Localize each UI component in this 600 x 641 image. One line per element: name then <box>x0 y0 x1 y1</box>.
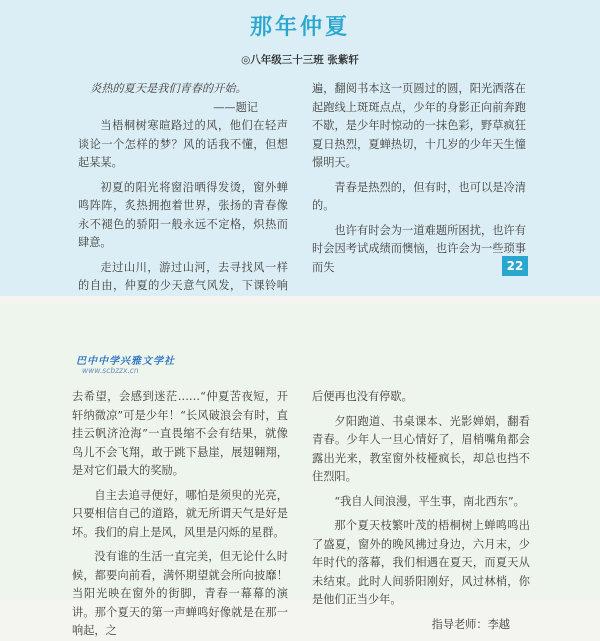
paragraph: 遍，翻阅书本这一页圆过的圆，阳光洒落在起跑线上斑斑点点，少年的身影正向前奔跑不歇，是少年时惊动的一抹色彩，野草疯狂夏日热烈，夏蝉热切，十几岁的少年天生憧憬明天。 <box>312 82 526 169</box>
paragraph: 那个夏天枝繁叶茂的梧桐树上蝉鸣鸣出了盛夏，窗外的晚风拂过身边，六月末，少年时代的落幕，我们相遇在夏天，而夏天从未结束。此时人间骄阳刚好，风过林梢，你是他们正当少年。 <box>312 519 530 606</box>
paragraph: 后便再也没有停歇。 <box>312 390 413 403</box>
epigraph-source: ——题记 <box>213 100 258 114</box>
paragraph: 去希望，会感到迷茫……“仲夏苦夜短，开轩纳微凉”可是少年！“长风破浪会有时，直挂云帆济沧海”一直畏缩不会有结果，就像鸟儿不会飞翔，敢于跳下悬崖，展翅翱翔，是对它们最大的奖励。 <box>72 390 288 477</box>
author-byline: ◎八年级三十三班 张紫轩 <box>241 54 359 66</box>
page-divider <box>0 296 600 304</box>
paragraph: 当梧桐树寒暄路过的风，他们在轻声谈论一个怎样的梦？风的话我不懂，但想起某某。 <box>78 119 288 169</box>
article-title: 那年仲夏 <box>249 15 350 40</box>
advisor-signature: 指导老师：李越 <box>431 617 510 631</box>
bottom-page <box>0 304 600 637</box>
paragraph: 青春是热烈的，但有时，也可以是冷清的。 <box>312 180 526 212</box>
top-left-column <box>78 80 288 314</box>
page-number: 22 <box>502 256 528 276</box>
site-url: www.scbzzx.cn <box>82 366 139 375</box>
top-page <box>0 0 600 296</box>
paragraph: 也许有时会为一道难题所困扰，也许有时会因考试成绩而懊恼，也许会为一些琐事而失 <box>312 223 526 274</box>
epigraph: 炎热的夏天是我们青春的开始。 <box>90 82 247 95</box>
paragraph: 没有谁的生活一直完美，但无论什么时候，都要向前看，满怀期望就会所向披靡！当阳光映在窗外的街脚，青春一幕幕的演讲。那个夏天的第一声蝉鸣好像就是在那一响起，之 <box>72 550 288 637</box>
site-name: 巴中中学兴雅文学社 <box>76 356 175 367</box>
paragraph: 初夏的阳光将窗沿晒得发烫，窗外蝉鸣阵阵，炙热拥抱着世界，张扬的青春像永不褪色的骄阳一般永远不定格，炽热而肆意。 <box>78 180 288 249</box>
paragraph: 走过山川，游过山河，去寻找风一样的自由，仲夏的少天意气风发，下课铃响 <box>78 260 288 292</box>
paragraph: “我自人间浪漫，平生事，南北西东”。 <box>334 494 525 508</box>
paragraph: 夕阳跑道、书桌课本、光影婵娟，翻看青春。少年人一旦心情好了，眉梢嘴角都会露出光来，教室窗外枝桠疯长，却总也挡不住烈阳。 <box>312 414 530 483</box>
paragraph: 自主去追寻便好，哪怕是须臾的光亮，只要相信自己的道路，就无所谓天气是好是坏。我们的肩上是风，风里是闪烁的星群。 <box>72 488 288 539</box>
top-right-column <box>312 80 526 277</box>
bottom-left-column <box>72 388 288 641</box>
bottom-right-column <box>312 388 530 634</box>
